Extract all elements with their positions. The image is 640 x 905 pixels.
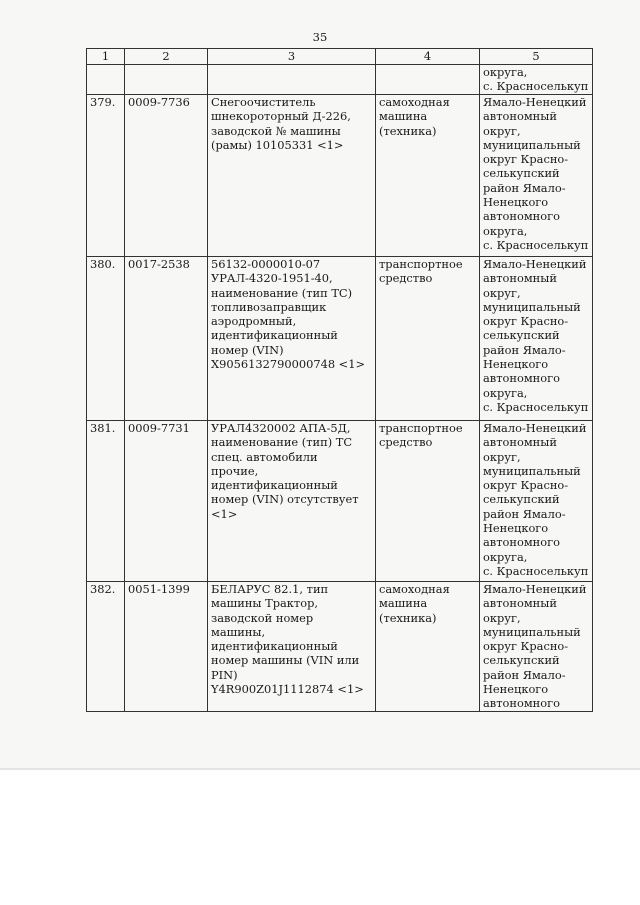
cell-line: округ, [483,285,521,300]
cell-line: транспортное [379,257,463,271]
cell-line: район Ямало- [483,342,566,357]
cell-code: 0009-7731 [125,421,208,582]
column-header: 2 [125,49,208,65]
cell-line: заводской № машины [211,123,341,138]
cell-line: автономный [483,271,557,286]
cell-line: округа, [483,549,528,564]
cell-line: Ненецкого [483,521,549,536]
cell-num: 379. [87,95,125,257]
cell-line: идентификационный [211,639,338,654]
cell-code: 0051-1399 [125,582,208,712]
cell-line: УРАЛ4320002 АПА-5Д, [211,421,351,435]
cell-line: округа, [483,385,528,400]
cell-code [125,65,208,95]
table-row [87,582,593,712]
cell-name [208,65,376,95]
header-row [87,49,593,65]
cell-line: (техника) [379,123,437,138]
cell-line: прочие, [211,463,259,478]
cell-location [480,257,593,421]
cell-line: 56132-0000010-07 [211,257,321,271]
cell-location [480,65,593,95]
cell-line: район Ямало- [483,180,566,195]
cell-line: машина [379,596,428,611]
table-row [87,421,593,582]
cell-line: номер (VIN) [211,342,284,357]
cell-line: автономный [483,435,557,450]
cell-line: спец. автомобили [211,449,318,464]
cell-line: X9056132790000748 <1> [211,357,366,372]
cell-line: округа, [483,223,528,238]
cell-line: автономный [483,109,557,124]
cell-line: Ямало-Ненецкий [483,257,587,271]
cell-line: автономного [483,371,560,386]
cell-line: заводской номер [211,610,314,625]
cell-num: 381. [87,421,125,582]
cell-line: топливозаправщик [211,299,327,314]
cell-line: муниципальный [483,463,581,478]
cell-line: самоходная [379,95,450,109]
cell-line: округа, [483,65,528,79]
cell-line: машины Трактор, [211,596,318,611]
cell-line: округ Красно- [483,314,569,329]
cell-type [376,582,480,712]
cell-line: PIN) [211,667,238,682]
cell-num: 380. [87,257,125,421]
cell-num: 382. [87,582,125,712]
cell-num [87,65,125,95]
cell-name [208,582,376,712]
cell-line: селькупский [483,166,560,181]
cell-location [480,95,593,257]
cell-line: Ямало-Ненецкий [483,421,587,435]
cell-line: округ, [483,610,521,625]
cell-code: 0017-2538 [125,257,208,421]
cell-line: округ, [483,123,521,138]
cell-line: УРАЛ-4320-1951-40, [211,271,333,286]
cell-line: с. Красноселькуп [483,79,589,94]
cell-type [376,65,480,95]
cell-line: (техника) [379,610,437,625]
cell-line: Ямало-Ненецкий [483,95,587,109]
cell-line: Ненецкого [483,682,549,697]
table-row [87,257,593,421]
cell-line: селькупский [483,328,560,343]
cell-type [376,421,480,582]
cell-line: с. Красноселькуп [483,399,589,414]
cell-type [376,257,480,421]
cell-line: средство [379,271,433,286]
cell-line: селькупский [483,653,560,668]
cell-line: округ Красно- [483,639,569,654]
column-header: 1 [87,49,125,65]
table-row [87,95,593,257]
cell-line: идентификационный [211,478,338,493]
cell-line: машины, [211,624,266,639]
cell-line: с. Красноселькуп [483,563,589,578]
cell-line: район Ямало- [483,667,566,682]
cell-line: машина [379,109,428,124]
registry-table [86,48,593,712]
cell-line: округ, [483,449,521,464]
cell-line: Ямало-Ненецкий [483,582,587,596]
page-number: 35 [312,30,328,44]
cell-line: селькупский [483,492,560,507]
cell-line: Ненецкого [483,357,549,372]
cell-line: <1> [211,506,238,521]
column-header: 3 [208,49,376,65]
cell-name [208,95,376,257]
cell-code: 0009-7736 [125,95,208,257]
cell-line: Ненецкого [483,195,549,210]
cell-line: шнекороторный Д-226, [211,109,351,124]
cell-line: средство [379,435,433,450]
cell-line: Снегоочиститель [211,95,316,109]
cell-line: автономного [483,535,560,550]
cell-line: с. Красноселькуп [483,237,589,252]
cell-type [376,95,480,257]
cell-line: автономный [483,596,557,611]
continuation-row [87,65,593,95]
cell-line: транспортное [379,421,463,435]
cell-line: идентификационный [211,328,338,343]
cell-location [480,582,593,712]
cell-line: муниципальный [483,299,581,314]
cell-name [208,257,376,421]
cell-line: автономного [483,696,560,711]
cell-line: Y4R900Z01J1112874 <1> [211,682,364,697]
cell-line: аэродромный, [211,314,297,329]
cell-line: БЕЛАРУС 82.1, тип [211,582,329,596]
column-header: 4 [376,49,480,65]
cell-line: (рамы) 10105331 <1> [211,137,344,152]
cell-line: муниципальный [483,624,581,639]
cell-line: номер машины (VIN или [211,653,360,668]
cell-line: самоходная [379,582,450,596]
column-header: 5 [480,49,593,65]
cell-line: наименование (тип ТС) [211,285,353,300]
cell-line: номер (VIN) отсутствует [211,492,359,507]
cell-line: район Ямало- [483,506,566,521]
cell-name [208,421,376,582]
cell-line: муниципальный [483,137,581,152]
cell-line: округ Красно- [483,152,569,167]
cell-line: автономного [483,209,560,224]
cell-line: округ Красно- [483,478,569,493]
cell-location [480,421,593,582]
scan-edge [0,768,640,770]
cell-line: наименование (тип) ТС [211,435,353,450]
